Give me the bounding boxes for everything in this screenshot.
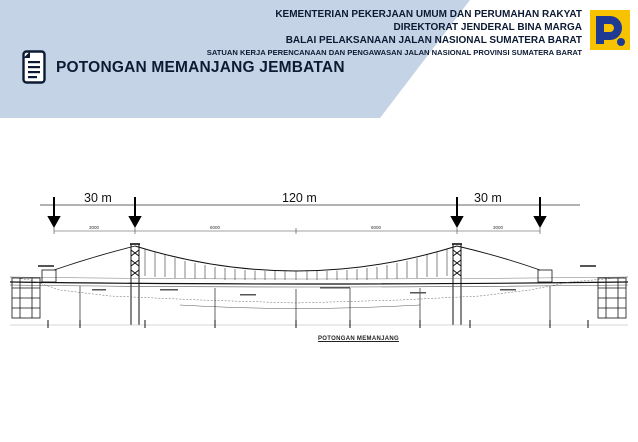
span-label-right: 30 m bbox=[474, 191, 502, 205]
tower-left bbox=[130, 244, 140, 325]
main-cable-center bbox=[135, 246, 457, 271]
bridge-railing bbox=[10, 277, 628, 279]
anchor-block-left bbox=[42, 270, 56, 282]
dimension-mark-2: 6000 bbox=[209, 225, 221, 230]
span-label-center: 120 m bbox=[282, 191, 317, 205]
abutment-left bbox=[12, 278, 40, 318]
tower-right bbox=[452, 244, 462, 325]
main-cable-left-backstay bbox=[54, 246, 135, 270]
ministry-line-2: DIREKTORAT JENDERAL BINA MARGA bbox=[393, 22, 582, 33]
drawing-caption: POTONGAN MEMANJANG bbox=[318, 336, 399, 342]
ministry-header bbox=[207, 8, 582, 58]
ministry-line-4: SATUAN KERJA PERENCANAAN DAN PENGAWASAN JALAN NASIONAL PROVINSI SUMATERA BARAT bbox=[206, 48, 582, 57]
drawing-annotations bbox=[38, 265, 596, 296]
abutment-right bbox=[598, 278, 626, 318]
ministry-line-3: BALAI PELAKSANAAN JALAN NASIONAL SUMATERA BARAT bbox=[285, 35, 582, 46]
ministry-logo bbox=[590, 10, 630, 50]
bridge-elevation-drawing bbox=[0, 180, 638, 350]
support-arrows bbox=[49, 197, 545, 226]
hangers bbox=[145, 249, 447, 280]
bridge-deck bbox=[10, 282, 628, 284]
dimension-mark-1: 3000 bbox=[88, 225, 100, 230]
pile-foundations bbox=[80, 286, 550, 322]
span-label-left: 30 m bbox=[84, 191, 112, 205]
bridge-deck-underside bbox=[10, 285, 628, 287]
dimension-mark-3: 6000 bbox=[370, 225, 382, 230]
main-cable-right-backstay bbox=[457, 246, 540, 270]
anchor-block-right bbox=[538, 270, 552, 282]
document-icon bbox=[22, 50, 46, 84]
river-bed bbox=[180, 305, 420, 309]
page-title: POTONGAN MEMANJANG JEMBATAN bbox=[56, 59, 345, 76]
dimension-mark-4: 3000 bbox=[492, 225, 504, 230]
foundation-ticks bbox=[48, 320, 588, 328]
ministry-line-1: KEMENTERIAN PEKERJAAN UMUM DAN PERUMAHAN RAKYAT bbox=[275, 9, 582, 20]
